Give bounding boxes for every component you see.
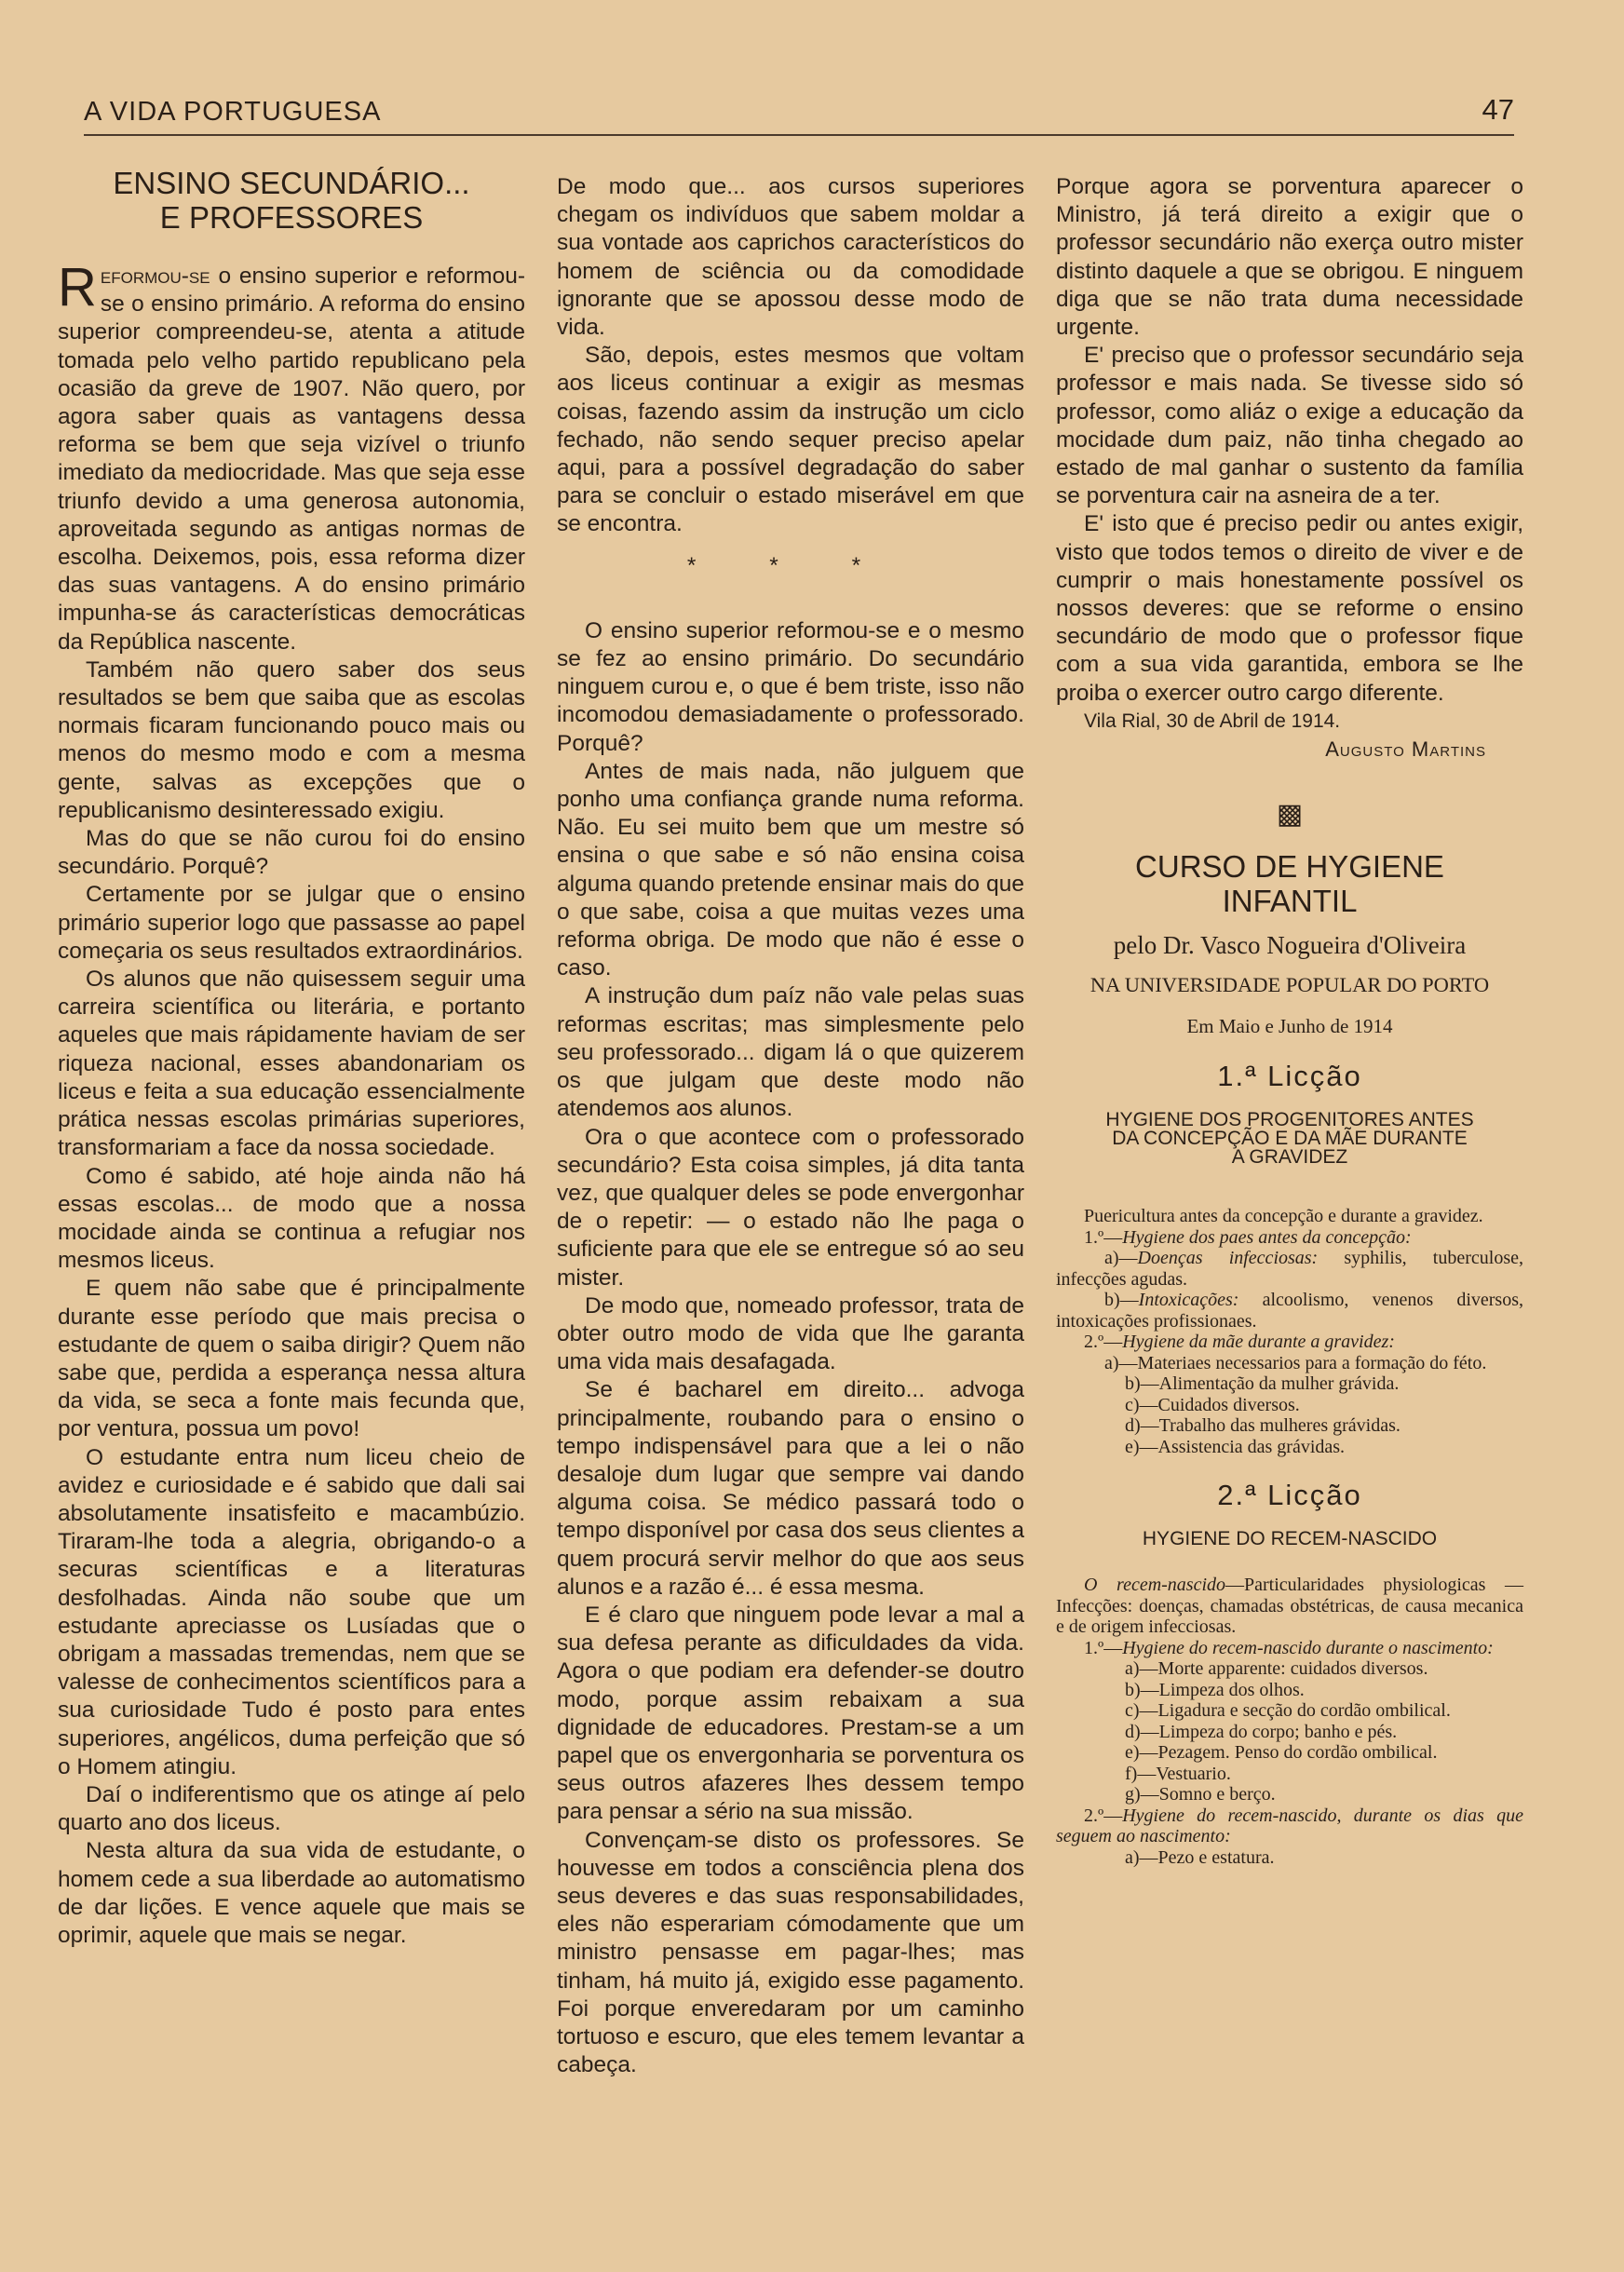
outline-item: a)—Materiaes necessarios para a formação do féto. bbox=[1104, 1352, 1487, 1373]
lead-paragraph: Reformou-se o ensino superior e reformou-se o ensino primário. A reforma do ensino superior compreendeu-se, atenta a atitude tomada pelo velho partido republicano pela ocasião da greve de 1907. Não quero, por agora saber quais as vantagens dessa reforma se bem que seja vizível o triunfo imediato da mediocridade. Mas que seja esse triunfo devido a uma generosa autonomia, aproveitada segundo as antigas normas de escolha. Deixemos, pois, essa reforma dizer das suas vantagens. A do ensino primário impunha-se ás características democráticas da República nascente. bbox=[58, 257, 525, 655]
course-byline: pelo Dr. Vasco Nogueira d'Oliveira bbox=[1113, 931, 1467, 960]
outline-intro: O recem-nascido—Particularidades physiologicas — Infecções: doenças, chamadas obstétricas, de causa mecanica e de origem infecciosas. bbox=[1056, 1575, 1523, 1638]
outline-item: d)—Limpeza do corpo; banho e pés. bbox=[1125, 1721, 1398, 1742]
outline-item: d)—Trabalho das mulheres grávidas. bbox=[1125, 1415, 1401, 1437]
course-title: CURSO DE HYGIENE INFANTIL bbox=[1135, 849, 1444, 919]
outline-item: b)—Intoxicações: alcoolismo, venenos diversos, intoxicações profissionaes. bbox=[1056, 1290, 1523, 1332]
lesson-1-outline bbox=[1056, 1206, 1523, 1457]
outline-item: c)—Cuidados diversos. bbox=[1125, 1394, 1300, 1415]
lesson-2-heading: 2.ª Licção bbox=[1217, 1479, 1362, 1512]
journal-title: A VIDA PORTUGUESA bbox=[84, 97, 382, 127]
paragraph: Mas do que se não curou foi do ensino secundário. Porquê? bbox=[58, 826, 525, 880]
paragraph: E' preciso que o professor secundário seja professor e mais nada. Se tivesse sido só professor, como aliáz o exige a educação da mocidade dum paiz, não tinha chegado ao estado de mal ganhar o sustento da família se porventura cair na asneira de a ter. bbox=[1056, 343, 1523, 509]
paragraph: Ora o que acontece com o professorado secundário? Esta coisa simples, já dita tanta vez, que qualquer deles se pode envergonhar de o repetir: — o estado não lhe paga o suficiente para que ele se entregue só ao seu mister. bbox=[557, 1124, 1024, 1291]
outline-item: a)—Morte apparente: cuidados diversos. bbox=[1125, 1658, 1428, 1680]
lesson-1-heading: 1.ª Licção bbox=[1217, 1060, 1362, 1093]
article-title: ENSINO SECUNDÁRIO... E PROFESSORES bbox=[113, 166, 470, 235]
paragraph: O ensino superior reformou-se e o mesmo se fez ao ensino primário. Do secundário ninguem curou e, o que é bem triste, isso não incomodou demasiadamente o professorado. Porquê? bbox=[557, 617, 1024, 756]
paragraph: Certamente por se julgar que o ensino primário superior logo que passasse ao papel começaria os seus resultados extraordinários. bbox=[58, 882, 525, 964]
outline-item: 1.º—Hygiene do recem-nascido durante o nascimento: bbox=[1084, 1637, 1494, 1658]
running-header bbox=[84, 93, 1514, 136]
outline-item: 2.º—Hygiene do recem-nascido, durante os dias que seguem ao nascimento: bbox=[1056, 1805, 1523, 1847]
outline-item: b)—Limpeza dos olhos. bbox=[1125, 1679, 1305, 1700]
outline-item: e)—Assistencia das grávidas. bbox=[1125, 1436, 1346, 1457]
column-2 bbox=[557, 173, 1024, 2079]
paragraph: O estudante entra num liceu cheio de avidez e curiosidade e é sabido que dali sai absolutamente insatisfeito e macambúzio. Tiraram-lhe toda a alegria, obrigando-o a securas scientíficas e a literaturas desfolhadas. Ainda não soube que um estudante apreciasse os Lusíadas que o obrigam a massadas tremendas, nem que se valesse de conhecimentos scientíficos para a sua curiosidade Tudo é posto para entes superiores, angélicos, duma perfeição que só o Homem atingiu. bbox=[58, 1444, 525, 1779]
paragraph: Como é sabido, até hoje ainda não há essas escolas... de modo que a nossa mocidade ainda se continua a refugiar nos mesmos liceus. bbox=[58, 1163, 525, 1274]
lesson-2-title: HYGIENE DO RECEM-NASCIDO bbox=[1142, 1528, 1438, 1550]
column-3 bbox=[1056, 173, 1523, 1868]
paragraph: Convençam-se disto os professores. Se houvesse em todos a consciência plena dos seus deveres e das suas responsabilidades, eles não esperariam cómodamente que um ministro pensasse em pagar-lhes; mas tinham, há muito já, exigido esse pagamento. Foi porque enveredaram por um caminho tortuoso e escuro, que eles temem levantar a cabeça. bbox=[557, 1827, 1024, 2078]
paragraph: Se é bacharel em direito... advoga principalmente, roubando para o ensino o tempo indispensável para que a lei o não desaloje dum lugar que sempre vai dando alguma coisa. Se médico passará todo o tempo disponível por casa dos seus clientes a quem procurá servir melhor do que aos seus alunos e a razão é... é essa mesma. bbox=[557, 1377, 1024, 1600]
paragraph: De modo que, nomeado professor, trata de obter outro modo de vida que lhe garanta uma vida mais desafagada. bbox=[557, 1292, 1024, 1375]
outline-item: e)—Pezagem. Penso do cordão ombilical. bbox=[1125, 1742, 1438, 1764]
course-institution: NA UNIVERSIDADE POPULAR DO PORTO bbox=[1089, 972, 1490, 996]
paragraph: De modo que... aos cursos superiores chegam os indivíduos que sabem moldar a sua vontade aos caprichos característicos do homem de sciência ou da comodidade ignorante que se apossou desse modo de vida. bbox=[557, 174, 1024, 341]
outline-item: b)—Alimentação da mulher grávida. bbox=[1125, 1373, 1400, 1395]
page-number: 47 bbox=[1482, 93, 1514, 126]
paragraph: Antes de mais nada, não julguem que ponho uma confiança grande numa reforma. Não. Eu sei muito bem que um mestre só ensina o que sabe e só não ensina coisa alguma quando pretende ensinar mais do que o que sabe, coisa a que muitas vezes uma reforma obriga. De modo que não é esse o caso. bbox=[557, 758, 1024, 981]
outline-intro: Puericultura antes da concepção e durante a gravidez. bbox=[1084, 1206, 1483, 1227]
outline-item: c)—Ligadura e secção do cordão ombilical. bbox=[1125, 1700, 1451, 1722]
paragraph: Também não quero saber dos seus resultados se bem que saiba que as escolas normais ficaram funcionando pouco mais ou menos do mesmo modo e com a mesma gente, salvas as excepções que o republicanismo desinteressado exigiu. bbox=[58, 656, 525, 823]
lesson-2-outline bbox=[1056, 1575, 1523, 1868]
paragraph: E' isto que é preciso pedir ou antes exigir, visto que todos temos o direito de viver e de cumprir o mais honestamente possível os nossos deveres: que se reforme o ensino secundário de modo que o professor fique com a sua vida garantida, embora se lhe proiba o exercer outro cargo diferente. bbox=[1056, 511, 1523, 706]
dateline: Vila Rial, 30 de Abril de 1914. bbox=[1084, 710, 1341, 732]
paragraph: Porque agora se porventura aparecer o Ministro, já terá direito a exigir que o professor secundário não exerça outro mister distinto daquele a que se obrigou. E ninguem diga que se não trata duma necessidade urgente. bbox=[1056, 174, 1523, 341]
paragraph: Daí o indiferentismo que os atinge aí pelo quarto ano dos liceus. bbox=[58, 1781, 525, 1836]
paragraph: Os alunos que não quisessem seguir uma carreira scientífica ou literária, e portanto aqueles que mais rápidamente haviam de ser riqueza nacional, esses abandonariam os liceus e feita a sua educação essencialmente prática nessas escolas primárias superiores, transformariam a face da nossa sociedade. bbox=[58, 967, 525, 1161]
paragraph: Nesta altura da sua vida de estudante, o homem cede a sua liberdade ao automatismo de dar lições. E vence aquele que mais se oprimir, aquele que mais se negar. bbox=[58, 1838, 525, 1948]
column-1 bbox=[58, 166, 525, 1950]
paragraph: São, depois, estes mesmos que voltam aos liceus continuar a exigir as mesmas coisas, fazendo assim da instrução um ciclo fechado, não sendo sequer preciso apelar aqui, para a possível degradação do saber para se concluir o estado miserável em que se encontra. bbox=[557, 343, 1024, 537]
paragraph: E quem não sabe que é principalmente durante esse período que mais precisa o estudante de quem o saiba dirigir? Quem não sabe que, perdida a esperança nessa altura da vida, se seca a fonte mais fecunda que, por ventura, possua um povo! bbox=[58, 1276, 525, 1442]
lesson-1-title: HYGIENE DOS PROGENITORES ANTES DA CONCEPÇÃO E DA MÃE DURANTE A GRAVIDEZ bbox=[1105, 1109, 1474, 1169]
paragraph: A instrução dum paíz não vale pelas suas reformas escritas; mas simplesmente pelo seu professorado... digam lá o que quizerem os que julgam que deste modo não atendemos aos alunos. bbox=[557, 983, 1024, 1122]
outline-item: a)—Doenças infecciosas: syphilis, tuberculose, infecções agudas. bbox=[1056, 1248, 1523, 1290]
paragraph: E é claro que ninguem pode levar a mal a sua defesa perante as dificuldades da vida. Agora o que podiam era defender-se doutro modo, porque assim rebaixam a sua dignidade de educadores. Prestam-se a um papel que os envergonharia se porventura os seus outros afazeres lhes dessem tempo para pensar a sério na sua missão. bbox=[557, 1602, 1024, 1825]
col1-paragraphs bbox=[58, 656, 525, 1950]
outline-item: 2.º—Hygiene da mãe durante a gravidez: bbox=[1084, 1332, 1395, 1353]
author-signature: Augusto Martins bbox=[1325, 737, 1486, 762]
course-dates: Em Maio e Junho de 1914 bbox=[1186, 1014, 1393, 1037]
outline-item: 1.º—Hygiene dos paes antes da concepção: bbox=[1084, 1226, 1412, 1248]
outline-item: g)—Somno e berço. bbox=[1125, 1784, 1276, 1805]
ornament-icon: ▩ bbox=[1276, 799, 1304, 831]
outline-item: f)—Vestuario. bbox=[1125, 1763, 1231, 1784]
outline-item: a)—Pezo e estatura. bbox=[1125, 1846, 1275, 1868]
section-separator: * * * bbox=[686, 552, 895, 578]
